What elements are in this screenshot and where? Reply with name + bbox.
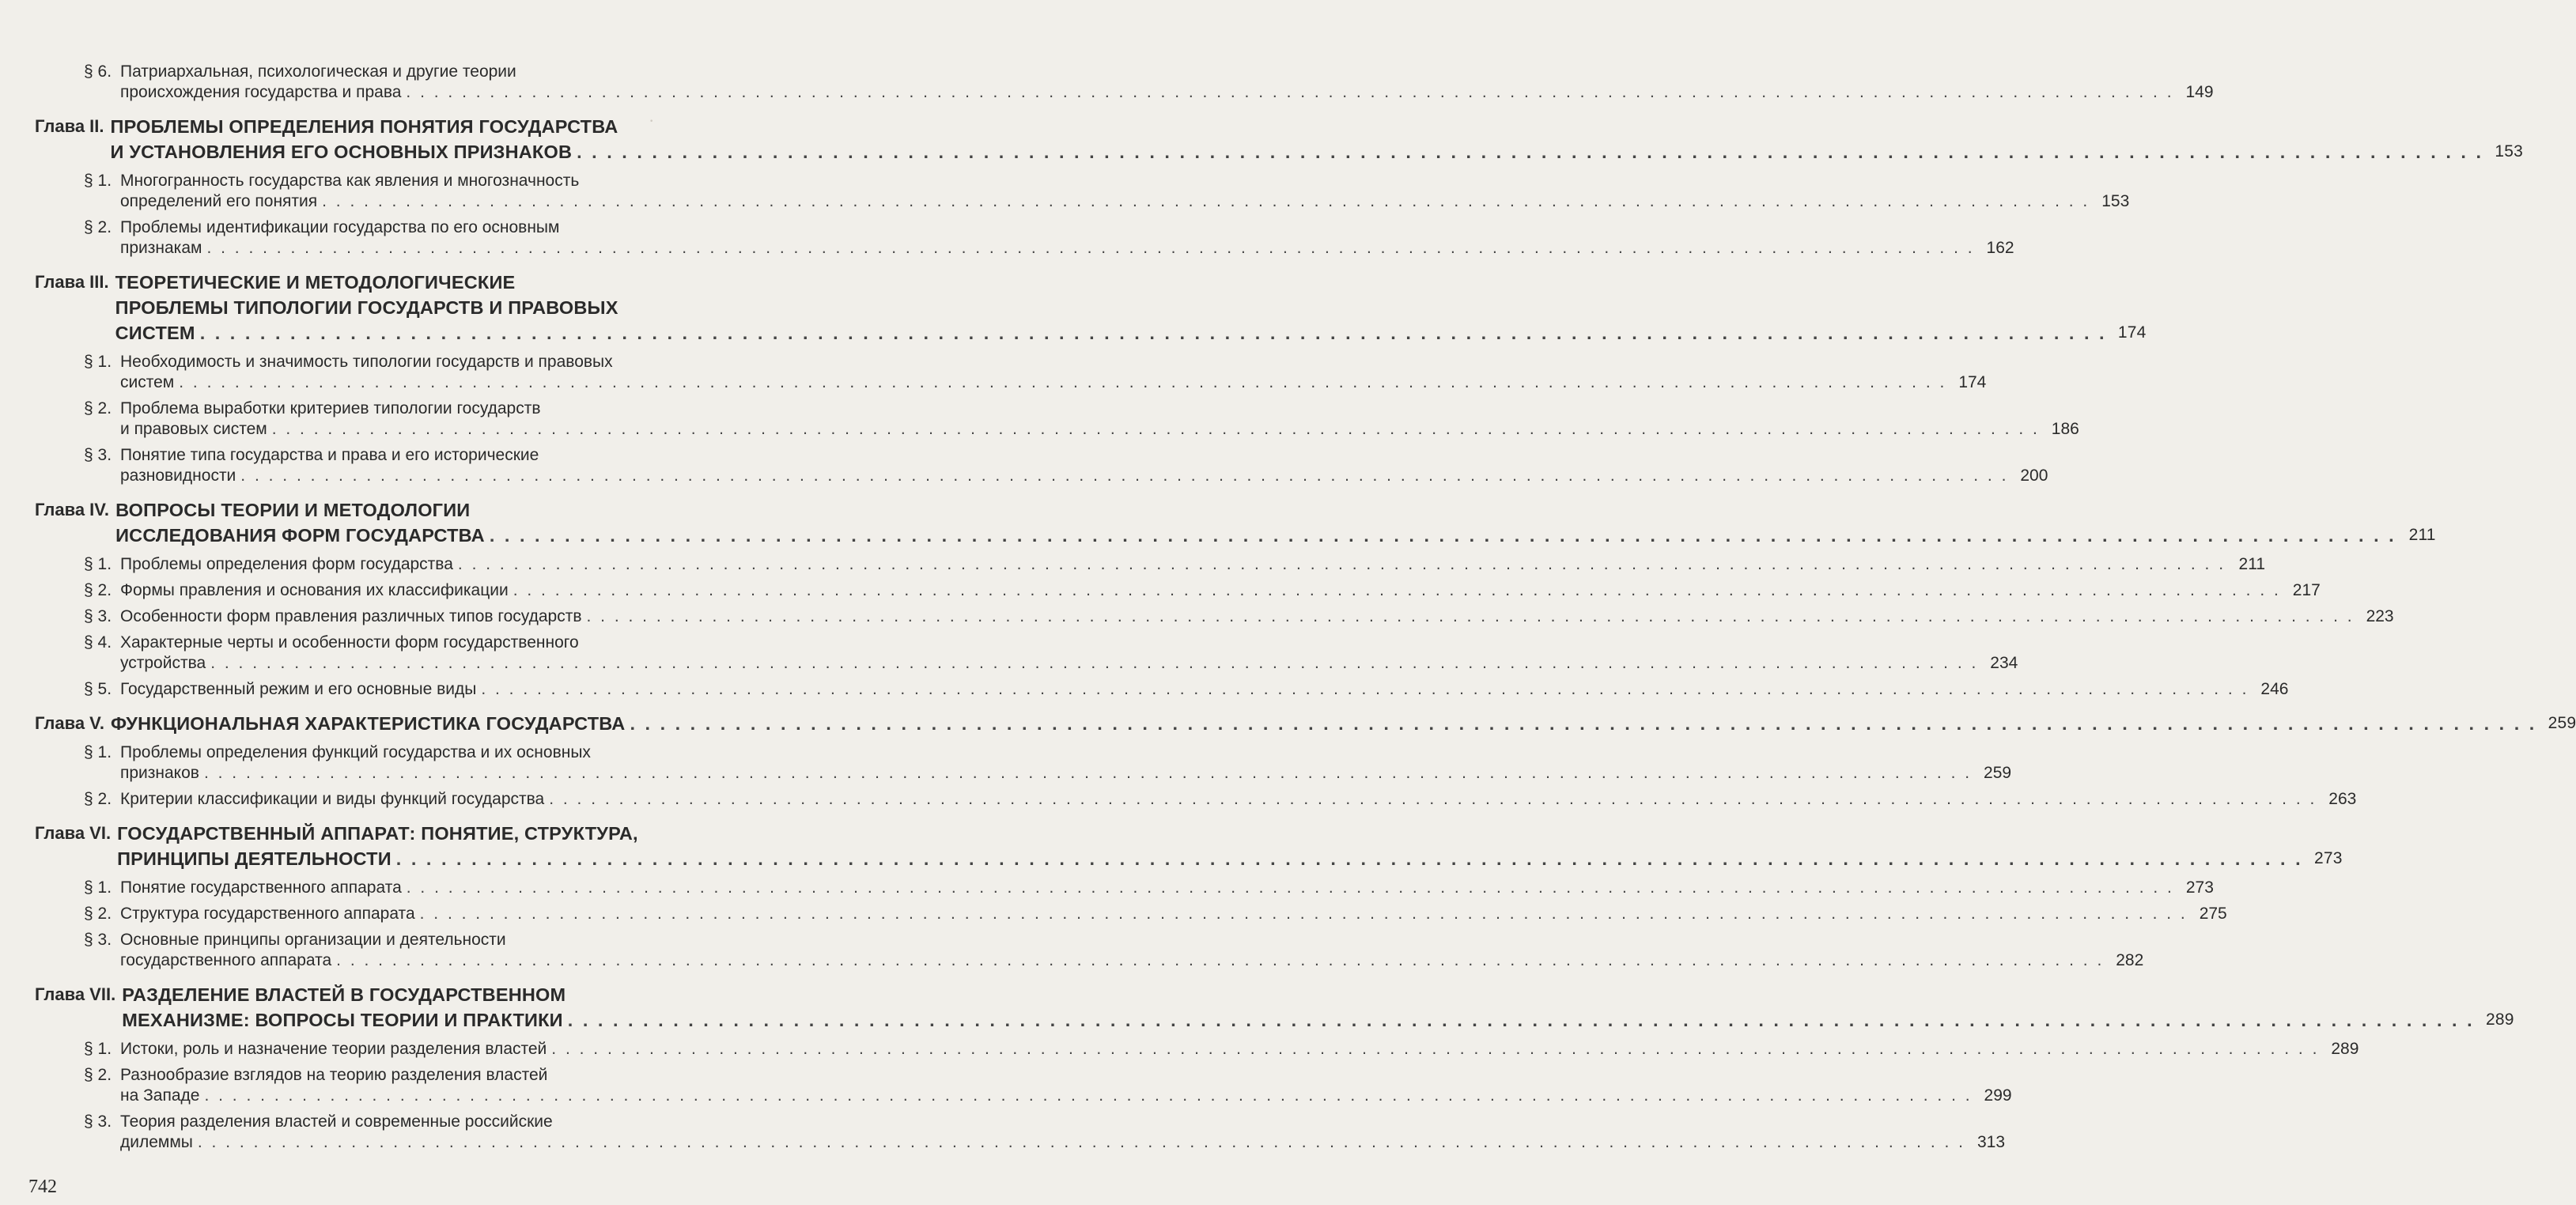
toc-section-entry[interactable] xyxy=(0,580,2321,601)
section-title-line: Характерные черты и особенности форм государственного xyxy=(120,633,579,652)
section-page-number: 162 xyxy=(1986,239,2014,257)
toc-chapter xyxy=(0,711,2576,810)
section-number: § 1. xyxy=(84,172,112,190)
section-page-number: 299 xyxy=(1984,1086,2012,1105)
section-page-number: 282 xyxy=(2116,951,2144,969)
leader-dots xyxy=(485,523,2401,548)
section-title-line: и правовых систем xyxy=(120,420,267,438)
leader-dots xyxy=(195,320,2112,346)
leader-dots xyxy=(392,846,2308,871)
section-title-line: систем xyxy=(120,373,175,391)
toc-chapter xyxy=(0,821,2343,971)
leader-dots xyxy=(402,878,2179,898)
toc-section-entry[interactable] xyxy=(0,878,2214,898)
toc-chapter xyxy=(0,497,2436,700)
chapter-title-line: ФУНКЦИОНАЛЬНАЯ ХАРАКТЕРИСТИКА ГОСУДАРСТВА xyxy=(110,713,626,734)
leader-dots xyxy=(174,372,1951,393)
chapter-title-line: СИСТЕМ xyxy=(115,323,195,343)
chapter-title xyxy=(109,270,2147,346)
section-title-line: Необходимость и значимость типологии государств и правовых xyxy=(120,353,613,371)
chapter-heading[interactable] xyxy=(0,270,2147,346)
section-page-number: 275 xyxy=(2199,905,2227,923)
toc-section-entry[interactable] xyxy=(0,62,2214,103)
section-page-number: 223 xyxy=(2366,607,2394,625)
section-title-line: государственного аппарата xyxy=(120,951,332,969)
section-page-number: 200 xyxy=(2020,467,2048,485)
section-page-number: 186 xyxy=(2051,420,2079,438)
section-number: § 2. xyxy=(84,1066,112,1084)
section-title-line: Государственный режим и его основные виды xyxy=(120,680,477,698)
section-page-number: 273 xyxy=(2185,878,2214,897)
toc-section-entry[interactable] xyxy=(0,1112,2006,1153)
section-number: § 4. xyxy=(84,633,112,652)
leader-dots xyxy=(401,82,2178,103)
section-number: § 1. xyxy=(84,353,112,371)
section-number: § 2. xyxy=(84,581,112,599)
toc-section-entry[interactable] xyxy=(0,679,2289,700)
section-title-line: признакам xyxy=(120,239,202,257)
toc-section-entry[interactable] xyxy=(0,742,2012,784)
section-title-line: Понятие типа государства и права и его исторические xyxy=(120,446,539,464)
section-number: § 2. xyxy=(84,790,112,808)
section-number: § 1. xyxy=(84,743,112,761)
chapter-page-number: 289 xyxy=(2486,1010,2514,1029)
toc-section-entry[interactable] xyxy=(0,904,2227,924)
section-title-line: Истоки, роль и назначение теории разделения властей xyxy=(120,1040,547,1058)
section-page-number: 153 xyxy=(2101,192,2130,210)
leader-dots xyxy=(199,1086,1976,1106)
chapter-label: Глава IV. xyxy=(35,500,110,519)
section-page-number: 217 xyxy=(2292,581,2321,599)
section-title-line: Разнообразие взглядов на теорию разделения властей xyxy=(120,1066,548,1084)
toc-section-entry[interactable] xyxy=(0,930,2144,971)
leader-dots xyxy=(509,580,2286,601)
chapter-page-number: 259 xyxy=(2548,714,2576,732)
section-title-line: устройства xyxy=(120,654,206,672)
section-title-line: Теория разделения властей и современные российские xyxy=(120,1112,553,1131)
section-title-line: Проблемы определения форм государства xyxy=(120,555,453,573)
section-title-line: Проблема выработки критериев типологии государств xyxy=(120,399,541,417)
chapter-title-line: МЕХАНИЗМЕ: ВОПРОСЫ ТЕОРИИ И ПРАКТИКИ xyxy=(122,1010,563,1030)
chapter-heading[interactable] xyxy=(0,821,2343,871)
leader-dots xyxy=(206,653,1983,674)
chapter-title xyxy=(104,114,2523,164)
page-number: 742 xyxy=(28,1177,57,1197)
section-title-line: Структура государственного аппарата xyxy=(120,905,415,923)
section-title-line: Основные принципы организации и деятельности xyxy=(120,931,506,949)
section-number: § 3. xyxy=(84,607,112,625)
section-page-number: 246 xyxy=(2260,680,2289,698)
toc-chapter xyxy=(0,982,2514,1153)
section-number: § 2. xyxy=(84,399,112,417)
section-title-line: Проблемы идентификации государства по его основным xyxy=(120,218,560,236)
section-title-line: на Западе xyxy=(120,1086,200,1105)
section-page-number: 313 xyxy=(1976,1133,2006,1151)
section-page-number: 289 xyxy=(2331,1040,2359,1058)
toc-section-entry[interactable] xyxy=(0,789,2357,810)
leader-dots xyxy=(625,711,2541,736)
section-number: § 1. xyxy=(84,555,112,573)
section-title-line: дилеммы xyxy=(120,1133,193,1151)
toc-section-entry[interactable] xyxy=(0,171,2130,212)
leader-dots xyxy=(544,789,2321,810)
section-page-number: 174 xyxy=(1958,373,1987,391)
section-number: § 5. xyxy=(84,680,112,698)
section-number: § 2. xyxy=(84,905,112,923)
section-number: § 2. xyxy=(84,218,112,236)
toc-section-entry[interactable] xyxy=(0,399,2079,440)
leader-dots xyxy=(317,191,2094,212)
chapter-title xyxy=(104,711,2576,736)
section-page-number: 259 xyxy=(1984,764,2012,782)
bleed-through-mark: · xyxy=(649,111,655,130)
toc-section-entry[interactable] xyxy=(0,633,2018,674)
toc-section-entry[interactable] xyxy=(0,217,2014,259)
section-title-line: признаков xyxy=(120,764,199,782)
chapter-heading[interactable] xyxy=(0,114,2523,164)
section-title-line: Понятие государственного аппарата xyxy=(120,878,402,897)
chapter-label: Глава III. xyxy=(35,272,109,292)
chapter-title-line: РАЗДЕЛЕНИЕ ВЛАСТЕЙ В ГОСУДАРСТВЕННОМ xyxy=(122,984,566,1005)
toc-section-entry[interactable] xyxy=(0,1065,2012,1106)
section-number: § 3. xyxy=(84,931,112,949)
toc-section-entry[interactable] xyxy=(0,1039,2359,1060)
chapter-heading[interactable] xyxy=(0,982,2514,1033)
section-title-line: разновидности xyxy=(120,467,236,485)
leader-dots xyxy=(453,554,2230,575)
chapter-title-line: ПРИНЦИПЫ ДЕЯТЕЛЬНОСТИ xyxy=(117,848,392,869)
section-number: § 3. xyxy=(84,1112,112,1131)
section-number: § 1. xyxy=(84,878,112,897)
chapter-title-line: И УСТАНОВЛЕНИЯ ЕГО ОСНОВНЫХ ПРИЗНАКОВ xyxy=(110,142,573,162)
section-page-number: 211 xyxy=(2238,555,2266,573)
leader-dots xyxy=(267,419,2045,440)
leader-dots xyxy=(331,950,2109,971)
section-title-line: Проблемы определения функций государства и их основных xyxy=(120,743,591,761)
leader-dots xyxy=(476,679,2253,700)
section-page-number: 263 xyxy=(2328,790,2357,808)
chapter-heading[interactable] xyxy=(0,711,2576,736)
table-of-contents xyxy=(0,62,2576,1158)
chapter-title-line: ПРОБЛЕМЫ ТИПОЛОГИИ ГОСУДАРСТВ И ПРАВОВЫХ xyxy=(115,297,618,318)
leader-dots xyxy=(415,904,2192,924)
leader-dots xyxy=(202,238,1979,259)
section-page-number: 234 xyxy=(1990,654,2018,672)
toc-chapter xyxy=(0,62,2214,103)
leader-dots xyxy=(581,606,2358,627)
leader-dots xyxy=(193,1132,1970,1153)
toc-section-entry[interactable] xyxy=(0,352,1987,393)
chapter-title xyxy=(111,821,2343,871)
chapter-title-line: ВОПРОСЫ ТЕОРИИ И МЕТОДОЛОГИИ xyxy=(115,500,471,520)
chapter-title-line: ТЕОРЕТИЧЕСКИЕ И МЕТОДОЛОГИЧЕСКИЕ xyxy=(115,272,516,293)
chapter-page-number: 153 xyxy=(2495,142,2523,161)
toc-section-entry[interactable] xyxy=(0,606,2394,627)
chapter-title xyxy=(115,982,2514,1033)
toc-chapter xyxy=(0,270,2147,486)
toc-section-entry[interactable] xyxy=(0,445,2048,486)
section-number: § 1. xyxy=(84,1040,112,1058)
chapter-title-line: ГОСУДАРСТВЕННЫЙ АППАРАТ: ПОНЯТИЕ, СТРУКТУРА, xyxy=(117,823,638,844)
chapter-heading[interactable] xyxy=(0,497,2436,548)
chapter-title xyxy=(109,497,2436,548)
chapter-title-line: ПРОБЛЕМЫ ОПРЕДЕЛЕНИЯ ПОНЯТИЯ ГОСУДАРСТВА xyxy=(110,116,618,137)
chapter-label: Глава VI. xyxy=(35,823,112,843)
chapter-page-number: 211 xyxy=(2408,526,2436,544)
chapter-title-line: ИССЛЕДОВАНИЯ ФОРМ ГОСУДАРСТВА xyxy=(115,525,485,546)
chapter-page-number: 174 xyxy=(2117,323,2147,342)
chapter-label: Глава II. xyxy=(35,116,104,136)
section-title-line: Особенности форм правления различных типов государств xyxy=(120,607,582,625)
section-title-line: Критерии классификации и виды функций государства xyxy=(120,790,545,808)
leader-dots xyxy=(199,763,1976,784)
section-number: § 6. xyxy=(84,62,112,81)
section-title-line: Формы правления и основания их классификации xyxy=(120,581,509,599)
section-title-line: определений его понятия xyxy=(120,192,318,210)
section-number: § 3. xyxy=(84,446,112,464)
leader-dots xyxy=(547,1039,2324,1060)
section-title-line: происхождения государства и права xyxy=(120,83,402,101)
section-page-number: 149 xyxy=(2185,83,2214,101)
chapter-label: Глава VII. xyxy=(35,984,116,1004)
section-title-line: Патриархальная, психологическая и другие теории xyxy=(120,62,516,81)
section-title-line: Многогранность государства как явления и многозначность xyxy=(120,172,580,190)
leader-dots xyxy=(236,466,2013,486)
toc-section-entry[interactable] xyxy=(0,554,2266,575)
toc-chapter xyxy=(0,114,2523,259)
leader-dots xyxy=(572,139,2488,164)
chapter-page-number: 273 xyxy=(2314,849,2343,867)
chapter-label: Глава V. xyxy=(35,713,104,733)
leader-dots xyxy=(563,1007,2480,1033)
